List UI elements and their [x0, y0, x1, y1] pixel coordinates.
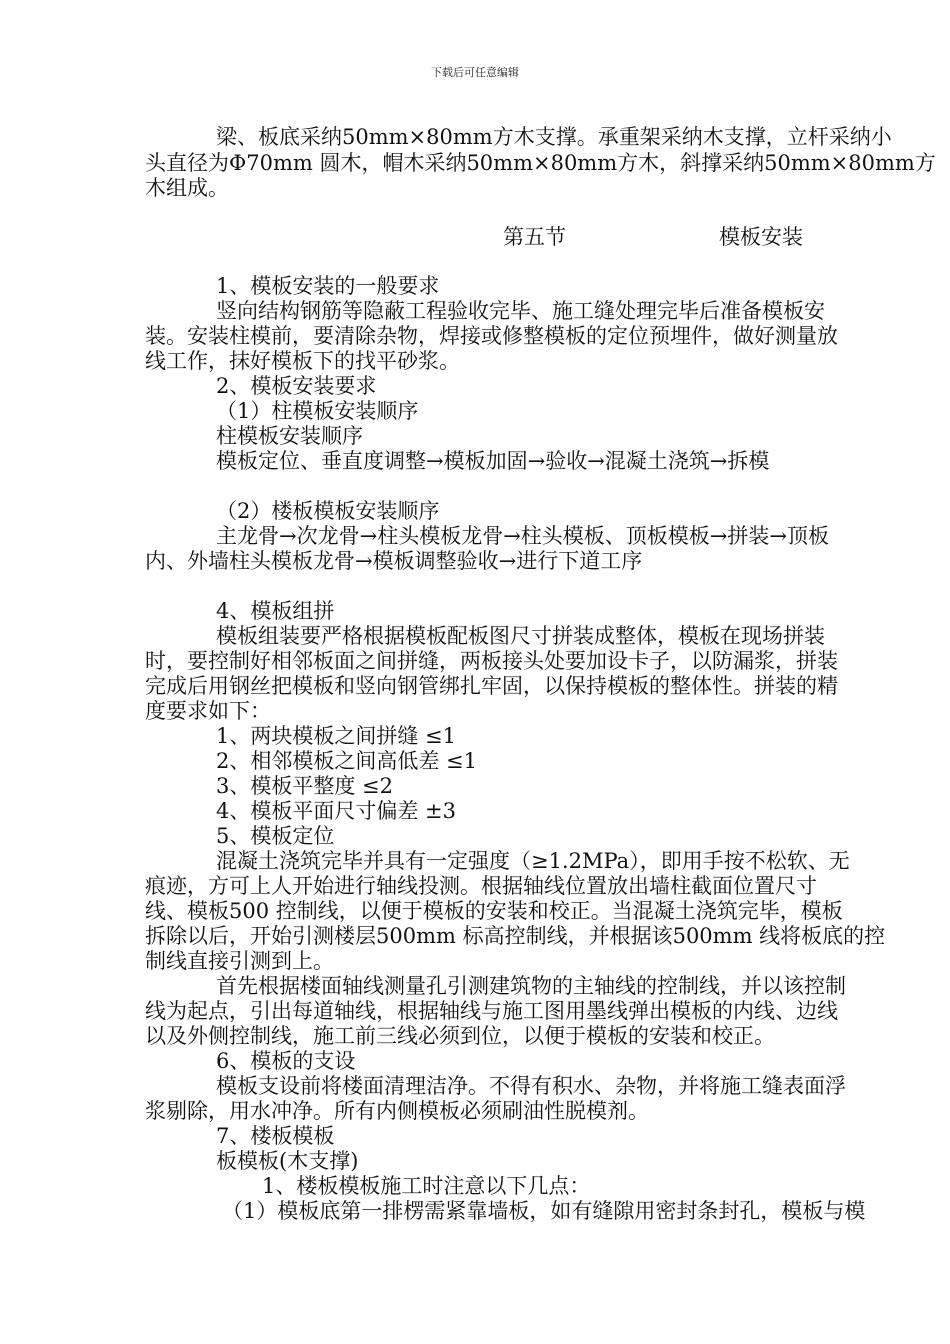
text-line: 度要求如下： [145, 699, 271, 723]
subheading: 7、楼板模板 [216, 1124, 335, 1148]
text-line: 以及外侧控制线，施工前三线必须到位，以便于模板的安装和校正。 [145, 1024, 775, 1048]
subheading: 1、楼板模板施工时注意以下几点： [262, 1174, 591, 1198]
subheading: （2）楼板模板安装顺序 [216, 499, 440, 523]
text-line: 模板组装要严格根据模板配板图尺寸拼装成整体，模板在现场拼装 [216, 624, 825, 648]
text-line: 模板支设前将楼面清理洁净。不得有积水、杂物，并将施工缝表面浮 [216, 1074, 846, 1098]
text-line: 头直径为Φ70mm 圆木，帽木采纳50mm×80mm方木，斜撑采纳50mm×80mm方 [145, 151, 936, 175]
text-line: 内、外墙柱头模板龙骨→模板调整验收→进行下道工序 [145, 549, 643, 573]
text-line: 模板定位、垂直度调整→模板加固→验收→混凝土浇筑→拆模 [216, 449, 770, 473]
list-item: 1、两块模板之间拼缝 ≤1 [216, 724, 456, 748]
text-line: 痕迹，方可上人开始进行轴线投测。根据轴线位置放出墙柱截面位置尺寸 [145, 874, 817, 898]
text-line: 线、模板500 控制线，以便于模板的安装和校正。当混凝土浇筑完毕，模板 [145, 899, 843, 923]
list-item: 3、模板平整度 ≤2 [216, 774, 393, 798]
text-line: 木组成。 [145, 176, 229, 200]
text-line: 线工作，抹好模板下的找平砂浆。 [145, 349, 460, 373]
subheading: 2、模板安装要求 [216, 374, 377, 398]
page-header: 下载后可任意编辑 [431, 66, 519, 79]
text-line: 竖向结构钢筋等隐蔽工程验收完毕、施工缝处理完毕后准备模板安 [216, 299, 825, 323]
text-line: 线为起点，引出每道轴线，根据轴线与施工图用墨线弹出模板的内线、边线 [145, 999, 838, 1023]
list-item: 2、相邻模板之间高低差 ≤1 [216, 749, 477, 773]
text-line: 浆剔除，用水冲净。所有内侧模板必须刷油性脱模剂。 [145, 1099, 649, 1123]
text-line: 混凝土浇筑完毕并具有一定强度（≥1.2MPa），即用手按不松软、无 [216, 849, 850, 873]
text-line: 制线直接引测到上。 [145, 949, 334, 973]
text-line: 梁、板底采纳50mm×80mm方木支撑。承重架采纳木支撑，立杆采纳小 [216, 125, 892, 149]
section-number: 第五节 [503, 225, 566, 249]
text-line: 装。安装柱模前，要清除杂物，焊接或修整模板的定位预埋件，做好测量放 [145, 324, 838, 348]
subheading: 1、模板安装的一般要求 [216, 274, 440, 298]
section-title: 模板安装 [719, 225, 803, 249]
text-line: 柱模板安装顺序 [216, 424, 363, 448]
text-line: 板模板(木支撑) [216, 1149, 359, 1173]
subheading: （1）柱模板安装顺序 [216, 399, 419, 423]
text-line: 拆除以后，开始引测楼层500mm 标高控制线，并根据该500mm 线将板底的控 [145, 924, 886, 948]
subheading: 4、模板组拼 [216, 599, 335, 623]
text-line: 完成后用钢丝把模板和竖向钢管绑扎牢固，以保持模板的整体性。拼装的精 [145, 674, 838, 698]
text-line: 时，要控制好相邻板面之间拼缝，两板接头处要加设卡子，以防漏浆，拼装 [145, 649, 838, 673]
subheading: 6、模板的支设 [216, 1049, 356, 1073]
text-line: 首先根据楼面轴线测量孔引测建筑物的主轴线的控制线，并以该控制 [216, 974, 846, 998]
text-line: 主龙骨→次龙骨→柱头模板龙骨→柱头模板、顶板模板→拼装→顶板 [216, 524, 829, 548]
list-item: 4、模板平面尺寸偏差 ±3 [216, 799, 456, 823]
subheading: 5、模板定位 [216, 824, 335, 848]
text-line: （1）模板底第一排楞需紧靠墙板，如有缝隙用密封条封孔，模板与模 [222, 1199, 866, 1223]
